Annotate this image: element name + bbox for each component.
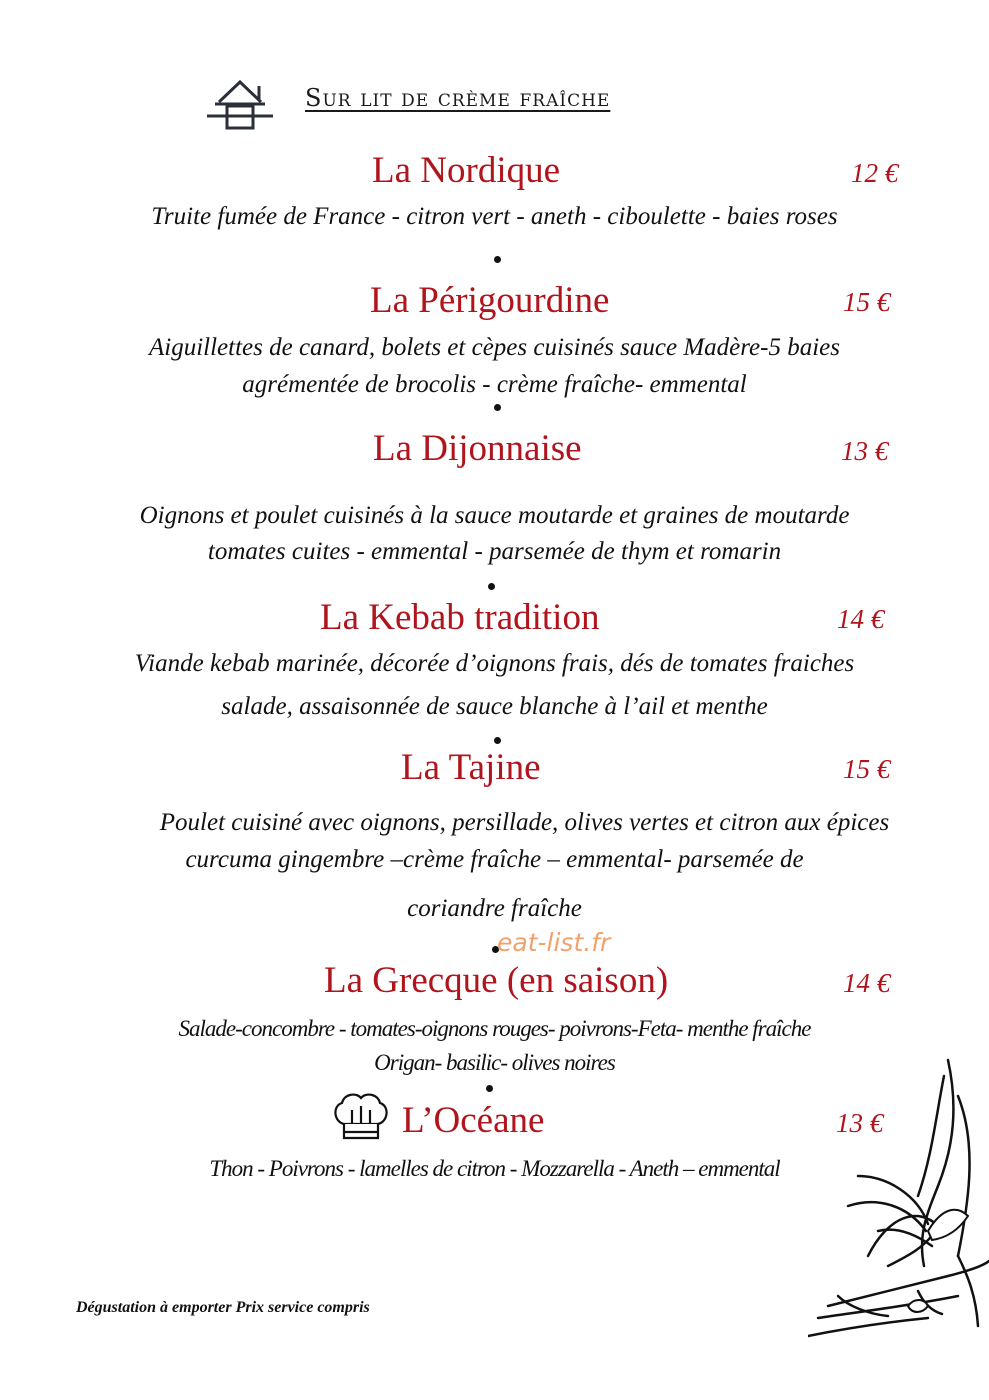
separator-dot	[494, 404, 501, 411]
item-desc-line: Poulet cuisiné avec oignons, persillade, olives vertes et citron aux épices	[159, 809, 890, 836]
separator-dot	[494, 256, 501, 263]
separator-dot	[486, 1085, 493, 1092]
item-price-perigourdine: 15 €	[843, 287, 891, 317]
item-desc-line: tomates cuites - emmental - parsemée de thym et romarin	[207, 538, 782, 565]
item-desc-line: Aiguillettes de canard, bolets et cèpes cuisinés sauce Madère-5 baies	[148, 334, 840, 361]
item-price-nordique: 12 €	[851, 158, 899, 188]
item-name-nordique: La Nordique	[372, 150, 561, 191]
item-name-grecque: La Grecque (en saison)	[324, 960, 669, 1001]
item-name-dijonnaise: La Dijonnaise	[373, 428, 582, 469]
item-desc-line: agrémentée de brocolis - crème fraîche- emmental	[242, 371, 747, 398]
chef-hat-icon	[330, 1090, 392, 1144]
item-price-tajine: 15 €	[843, 754, 891, 784]
item-desc-line: Viande kebab marinée, décorée d’oignons frais, dés de tomates fraiches	[134, 650, 855, 677]
item-price-kebab: 14 €	[837, 604, 885, 634]
item-price-dijonnaise: 13 €	[841, 436, 889, 466]
house-icon	[205, 76, 275, 132]
item-price-grecque: 14 €	[843, 968, 891, 998]
separator-dot	[488, 583, 495, 590]
lily-flower-corner	[808, 1056, 989, 1346]
item-desc-line: Truite fumée de France - citron vert - aneth - ciboulette - baies roses	[151, 203, 838, 230]
item-desc-line: Origan- basilic- olives noires	[374, 1050, 615, 1075]
item-desc-line: Salade-concombre - tomates-oignons rouges- poivrons-Feta- menthe fraîche	[178, 1016, 811, 1041]
item-name-perigourdine: La Périgourdine	[370, 280, 610, 321]
item-desc-line: salade, assaisonnée de sauce blanche à l’ail et menthe	[221, 693, 768, 720]
item-desc-line: Thon - Poivrons - lamelles de citron - Mozzarella - Aneth – emmental	[209, 1156, 780, 1181]
item-name-tajine: La Tajine	[401, 747, 541, 788]
item-desc-line: curcuma gingembre –crème fraîche – emmental- parsemée de	[185, 846, 804, 873]
item-name-oceane: L’Océane	[402, 1100, 545, 1141]
item-price-oceane: 13 €	[836, 1108, 884, 1138]
watermark: eat-list.fr	[497, 928, 611, 957]
item-desc-line: coriandre fraîche	[407, 895, 582, 922]
section-title: Sur lit de crème fraîche	[305, 84, 611, 112]
footer-note: Dégustation à emporter Prix service compris	[76, 1299, 370, 1316]
item-desc-line: Oignons et poulet cuisinés à la sauce moutarde et graines de moutarde	[139, 502, 850, 529]
item-name-kebab: La Kebab tradition	[320, 597, 600, 638]
separator-dot	[494, 737, 501, 744]
